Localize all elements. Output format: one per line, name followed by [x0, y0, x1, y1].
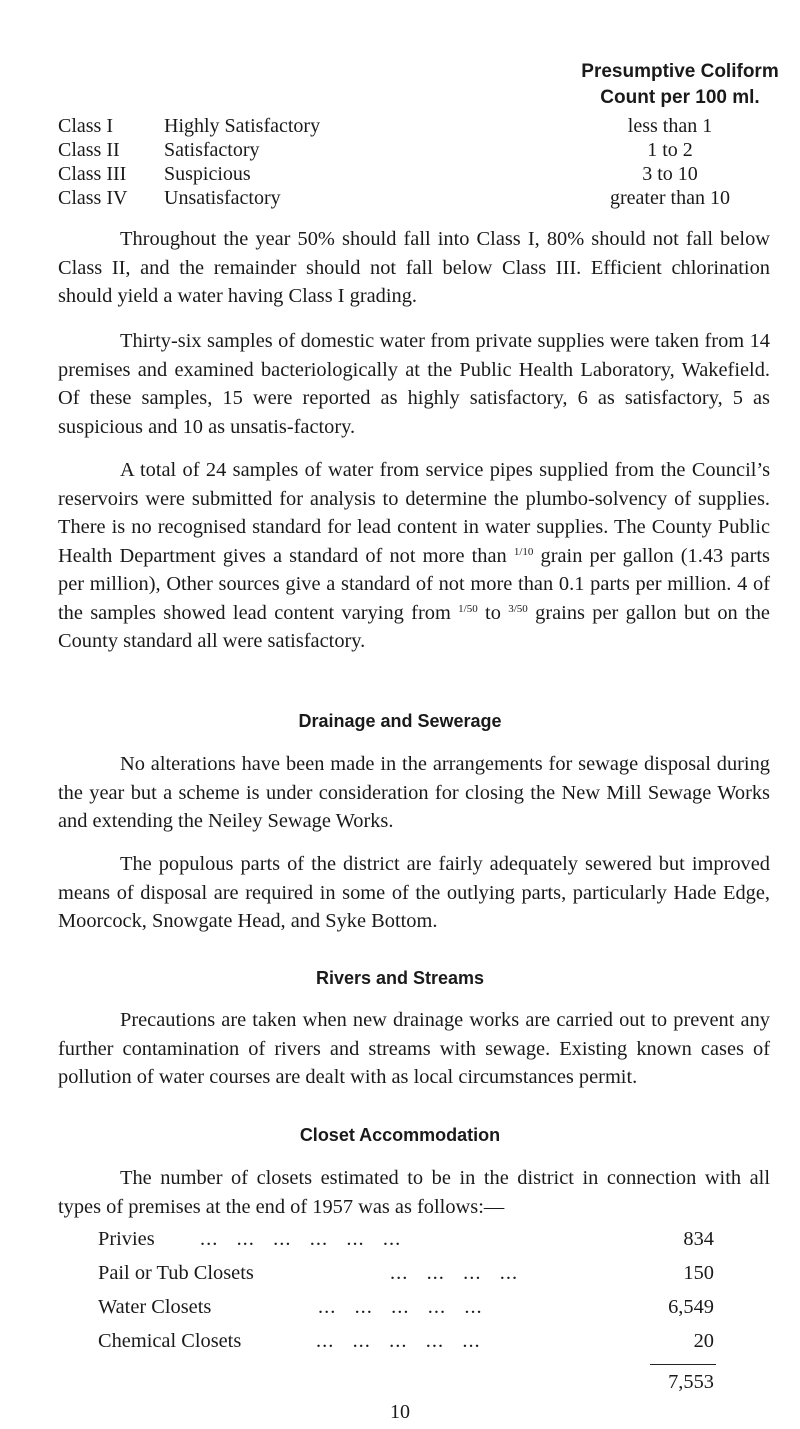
class-name: Class III — [58, 163, 127, 185]
page-number: 10 — [390, 1401, 410, 1423]
closet-row — [0, 1292, 800, 1322]
class-count: 3 to 10 — [642, 163, 698, 185]
closet-value: 834 — [683, 1228, 714, 1250]
class-count: greater than 10 — [610, 187, 730, 209]
coliform-header-line2: Count per 100 ml. — [600, 87, 760, 108]
closet-value: 150 — [683, 1262, 714, 1284]
class-grade: Highly Satisfactory — [164, 115, 321, 137]
closet-row — [0, 1258, 800, 1288]
class-name: Class II — [58, 139, 120, 161]
paragraph-closets: The number of closets estimated to be in the district in connection with all types of premises at the end of 1957 was as follows:— — [58, 1167, 770, 1218]
closet-row — [0, 1326, 800, 1356]
coliform-header-line1: Presumptive Coliform — [581, 61, 779, 82]
paragraph-plumbo-solvency — [58, 456, 770, 656]
closet-label: Water Closets — [98, 1296, 212, 1318]
leader-dots: ... ... ... ... ... — [318, 1296, 483, 1318]
paragraph-standards: Throughout the year 50% should fall into Class I, 80% should not fall below Class II, and the remainder should not fall below Class III. Efficient chlorination should yield a water having Class I grading. — [58, 228, 770, 307]
paragraph-rivers: Precautions are taken when new drainage works are carried out to prevent any further contamination of rivers and streams with sewage. Existing known cases of pollution of water courses are dealt with as local circumstances permit. — [58, 1009, 770, 1088]
text-segment: to — [477, 601, 509, 624]
class-grade: Unsatisfactory — [164, 187, 281, 209]
class-grade: Satisfactory — [164, 139, 260, 161]
text-segment: A total of 24 samples of water from service pipes supplied from the Council’s reservoirs were submitted for analysis to determine the plumbo-solvency of supplies. There is no recognised standard for lead content in water supplies. The County Public Health Department gives a standard of not more than — [58, 459, 770, 567]
class-name: Class IV — [58, 187, 128, 209]
paragraph-sewered: The populous parts of the district are fairly adequately sewered but improved means of disposal are required in some of the outlying parts, particularly Hade Edge, Moorcock, Snowgate Head, and Syke Bottom. — [58, 853, 770, 932]
closet-total: 7,553 — [668, 1371, 714, 1393]
fraction: 3/50 — [508, 602, 528, 615]
closet-label: Pail or Tub Closets — [98, 1262, 254, 1284]
paragraph-private-supplies: Thirty-six samples of domestic water from private supplies were taken from 14 premises and examined bacteriologically at the Public Health Laboratory, Wakefield. Of these samples, 15 were reported as highly satisfactory, 6 as satisfactory, 5 as suspicious and 10 as unsatis-factory. — [58, 330, 770, 438]
class-count: less than 1 — [627, 115, 713, 137]
paragraph-drainage: No alterations have been made in the arrangements for sewage disposal during the year but a scheme is under consideration for closing the New Mill Sewage Works and extending the Neiley Sewage Works. — [58, 753, 770, 832]
closet-value: 20 — [693, 1330, 714, 1352]
total-rule — [650, 1364, 716, 1365]
heading-drainage: Drainage and Sewerage — [298, 711, 502, 731]
leader-dots: ... ... ... ... ... ... — [200, 1228, 402, 1250]
closet-label: Chemical Closets — [98, 1330, 242, 1352]
closet-value: 6,549 — [668, 1296, 714, 1318]
fraction: 1/10 — [513, 545, 534, 558]
text-segment: grain per gallon (1.43 parts per million), Other sources give a standard of not more than 0.1 parts per million. 4 of the samples showed lead content varying from — [58, 544, 770, 624]
heading-rivers: Rivers and Streams — [315, 968, 485, 988]
leader-dots: ... ... ... ... — [390, 1262, 519, 1284]
class-name: Class I — [58, 115, 113, 137]
class-row — [0, 184, 800, 212]
closet-label: Privies — [98, 1228, 155, 1250]
leader-dots: ... ... ... ... ... — [316, 1330, 481, 1352]
class-count: 1 to 2 — [647, 139, 693, 161]
closet-row — [0, 1224, 800, 1254]
class-grade: Suspicious — [164, 163, 251, 185]
fraction: 1/50 — [458, 602, 478, 615]
heading-closets: Closet Accommodation — [299, 1125, 501, 1145]
text-segment: grains per gallon but on the County standard all were satisfactory. — [58, 601, 770, 652]
